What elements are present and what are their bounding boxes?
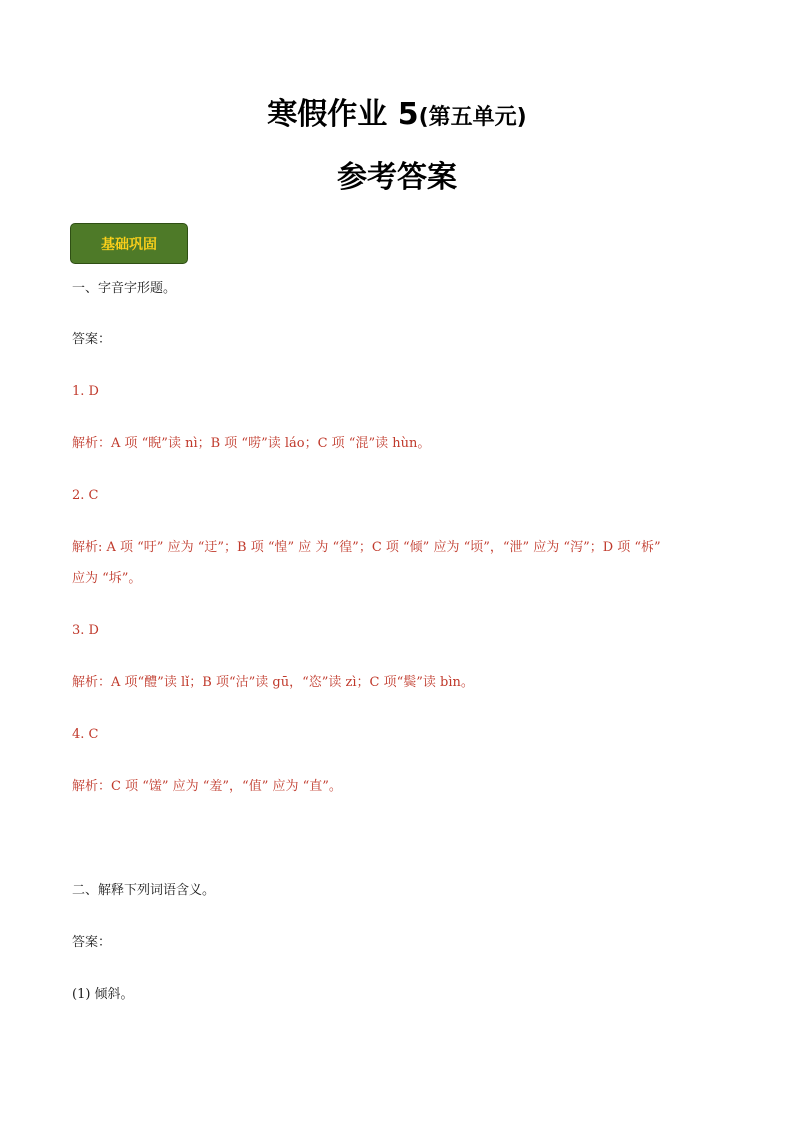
answer-3-number: 3. D [72,623,99,638]
title-unit-text: (第五单元) [418,105,527,130]
answer-4-number: 4. C [72,727,99,742]
answer-2-analysis-line2: 应为 “坼”。 [72,571,142,586]
answer-4-analysis: 解析：C 项 “馐” 应为 “羞”，“值” 应为 “直”。 [72,779,342,794]
section2-answer-label: 答案： [72,935,112,950]
section1-answer-label: 答案： [72,332,112,347]
answer-1-number: 1. D [72,384,99,399]
answer-2-analysis-line1: 解析: A 项 “吁” 应为 “迂”；B 项 “惶” 应 为 “徨”；C 项 “倾” 应为 “顷”，“泄” 应为 “泻”；D 项 “柝” [72,540,661,555]
answer-3-analysis: 解析：A 项“醴”读 lǐ；B 项“沽”读 gū，“恣”读 zì；C 项“鬓”读 bìn。 [72,675,474,690]
answer-1-analysis: 解析：A 项 “睨”读 nì；B 项 “唠”读 láo；C 项 “混”读 hùn。 [72,436,431,451]
page-title [0,95,794,138]
section1-heading: 一、字音字形题。 [72,281,177,296]
page-subtitle: 参考答案 [337,160,457,195]
title-main-text: 寒假作业 5 [267,97,419,132]
section-badge: 基础巩固 [70,223,188,264]
section2-item-1: (1) 倾斜。 [72,987,134,1002]
answer-2-number: 2. C [72,488,99,503]
section2-heading: 二、解释下列词语含义。 [72,883,216,898]
